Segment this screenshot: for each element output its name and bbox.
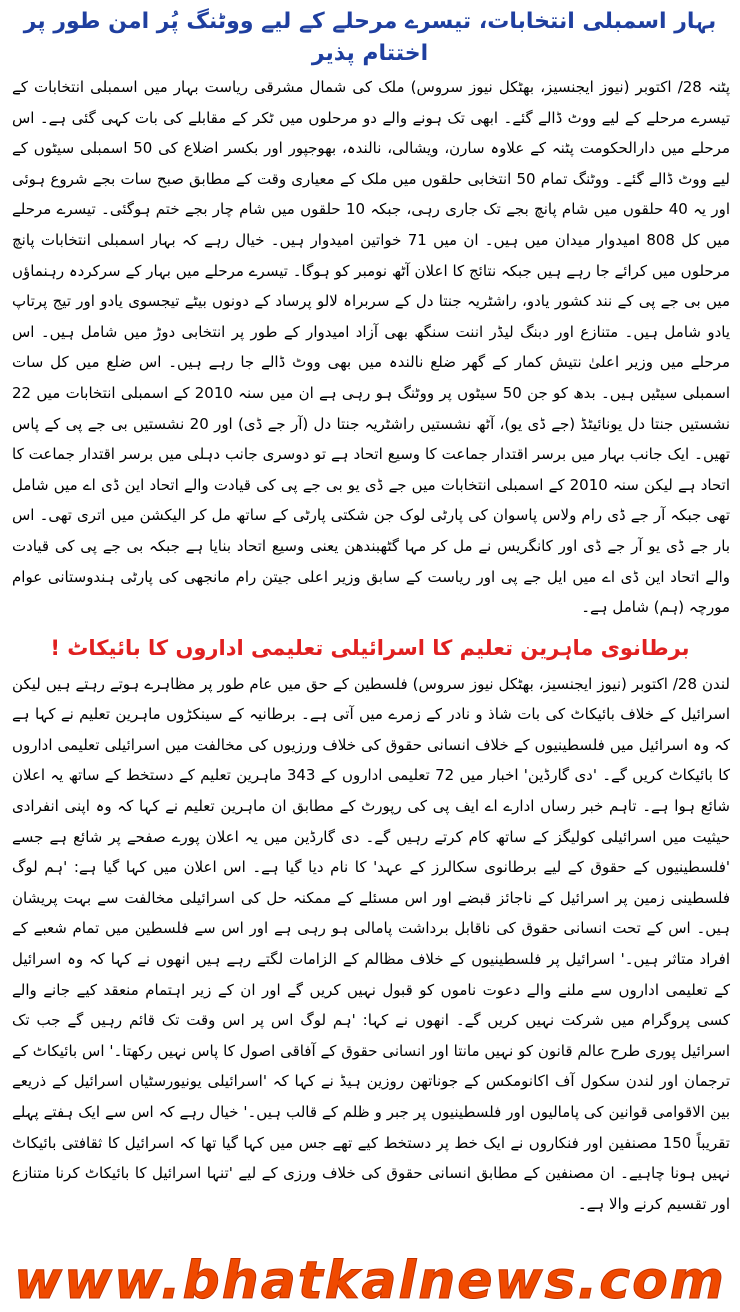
site-logo: www.bhatkalnews.com — [14, 1251, 726, 1311]
article1-body: پٹنہ 28/ اکتوبر (نیوز ایجنسیز، بھٹکل نیوز سروس) ملک کی شمال مشرقی ریاست بہار میں اسمبلی انتخابات کے تیسرے مرحلے کے لیے ووٹ ڈالے گئے۔ ابھی تک ہونے والے دو مرحلوں میں ٹکر کے مقابلے کی بات کہی گئی ہے۔ اس مرحلے میں دارالحکومت پٹنہ کے علاوہ سارن، ویشالی، نالندہ، بھوجپور اور بکسر اضلاع کی 50 اسمبلی سیٹوں کے لیے ووٹ ڈالے گئے۔ ووٹنگ تمام 50 انتخابی حلقوں میں ملک کے معیاری وقت کے مطابق صبح سات بجے شروع ہوئی اور یہ 40 حلقوں میں شام پانچ بجے تک جاری رہی، جبکہ 10 حلقوں میں شام چار بجے ختم ہوگئی۔ تیسرے مرحلے میں کل 808 امیدوار میدان میں ہیں۔ ان میں 71 خواتین امیدوار ہیں۔ خیال رہے کہ بہار اسمبلی انتخابات پانچ مرحلوں میں کرائے جا رہے ہیں جبکہ نتائج کا اعلان آٹھ نومبر کو ہوگا۔ تیسرے مرحلے میں بہار کے سرکردہ رہنماؤں میں بی جے پی کے نند کشور یادو، راشٹریہ جنتا دل کے سربراہ لالو پرساد کے دونوں بیٹے تیجسوی یادو اور تیج پرتاپ یادو شامل ہیں۔ متنازع اور دبنگ لیڈر اننت سنگھ بھی آزاد امیدوار کے طور پر انتخابی دوڑ میں شامل ہیں۔ اس مرحلے میں وزیر اعلیٰ نتیش کمار کے گھر ضلع نالندہ میں بھی ووٹ ڈالے جا رہے ہیں۔ اس ضلع میں کل سات اسمبلی سیٹیں ہیں۔ بدھ کو جن 50 سیٹوں پر ووٹنگ ہو رہی ہے ان میں سنہ 2010 کے اسمبلی انتخابات میں 22 نشستیں جنتا دل یونائیٹڈ (جے ڈی یو)، آٹھ نشستیں راشٹریہ جنتا دل (آر جے ڈی) اور 20 نشستیں بی جے پی کے پاس تھیں۔ ایک جانب بہار میں برسر اقتدار جماعت کا وسیع اتحاد ہے تو دوسری جانب دہلی میں برسر اقتدار جماعت کا اتحاد ہے لیکن سنہ 2010 کے اسمبلی انتخابات میں جے ڈی یو بی جے پی کی قیادت والے اتحاد این ڈی اے میں شامل تھی جبکہ آر جے ڈی رام ولاس پاسوان کی پارٹی لوک جن شکتی پارٹی کے ساتھ مل کر الیکشن میں اتری تھی۔ اس بار جے ڈی یو آر جے ڈی اور کانگریس نے مل کر مہا گٹھبندھن یعنی وسیع اتحاد بنایا ہے جبکہ بی جے پی کی قیادت والے اتحاد این ڈی اے میں ایل جے پی اور ریاست کے سابق وزیر اعلی جیتن رام مانجھی کی پارٹی ہندوستانی عوام مورچہ (ہم) شامل ہے۔ — [12, 78, 731, 617]
article2-body: لندن 28/ اکتوبر (نیوز ایجنسیز، بھٹکل نیوز سروس) فلسطین کے حق میں عام طور پر مظاہرے ہوتے رہتے ہیں لیکن اسرائیل کے خلاف بائیکاٹ کی بات شاذ و نادر کے زمرے میں آتی ہے۔ برطانیہ کے سینکڑوں ماہرین تعلیم نے کہا ہے کہ وہ اسرائیل میں فلسطینیوں کے خلاف انسانی حقوق کی خلاف ورزیوں کی مخالفت میں اسرائیلی تعلیمی اداروں کا بائیکاٹ کریں گے۔ 'دی گارڈین' اخبار میں 72 تعلیمی اداروں کے 343 ماہرین تعلیم کے دستخط کے ساتھ یہ اعلان شائع ہوا ہے۔ تاہم خبر رساں ادارے اے ایف پی کی رپورٹ کے مطابق ان ماہرین تعلیم نے کہا کہ وہ اپنی انفرادی حیثیت میں اسرائیلی کولیگز کے ساتھ کام کرتے رہیں گے۔ دی گارڈین میں یہ اعلان پورے صفحے پر شائع ہے جسے 'فلسطینیوں کے حقوق کے لیے برطانوی سکالرز کے عہد' کا نام دیا گیا ہے۔ اس اعلان میں کہا گیا ہے: 'ہم لوگ فلسطینی زمین پر اسرائیل کے ناجائز قبضے اور اس مسئلے کے ممکنہ حل کی اسرائیلی مخالفت سے بہت پریشان ہیں۔ اس کے تحت انسانی حقوق کی ناقابل برداشت پامالی ہو رہی ہے اور اس سے فلسطین میں تمام شعبے کے افراد متاثر ہیں۔' اسرائیل پر فلسطینیوں کے خلاف مظالم کے الزامات لگتے رہے ہیں انھوں نے کہا کہ وہ اسرائیل کے تعلیمی اداروں سے ملنے والے دعوت ناموں کو قبول نہیں کریں گے اور ان کے زیر اہتمام منعقد کیے جانے والے کسی پروگرام میں شرکت نہیں کریں گے۔ انھوں نے کہا: 'ہم لوگ اس پر اس وقت تک قائم رہیں گے جب تک اسرائیل پوری طرح عالم قانون کو نہیں مانتا اور انسانی حقوق کے آفاقی اصول کا پاس نہیں رکھتا۔' اس بائیکاٹ کے ترجمان اور لندن سکول آف اکانومکس کے جوناتھن روزین ہیڈ نے کہا کہ 'اسرائیلی یونیورسٹیاں اسرائیل کے ذریعے بین الاقوامی قوانین کی پامالیوں اور فلسطینیوں پر جبر و ظلم کے قالب ہیں۔' خیال رہے کہ اس سے ایک ہفتے پہلے تقریباً 150 مصنفین اور فنکاروں نے ایک خط پر دستخط کیے تھے جس میں کہا گیا تھا کہ اسرائیل کا ثقافتی بائیکاٹ نہیں ہونا چاہیے۔ ان مصنفین کے مطابق انسانی حقوق کی خلاف ورزی کے لیے 'تنہا اسرائیل کا بائیکاٹ کرنا متنازع اور تقسیم کرنے والا ہے۔ — [12, 674, 730, 1213]
article1-headline: بہار اسمبلی انتخابات، تیسرے مرحلے کے لیے ووٹنگ پُر امن طور پر اختتام پذیر — [23, 9, 717, 66]
article2-headline: برطانوی ماہرین تعلیم کا اسرائیلی تعلیمی اداروں کا بائیکاٹ ! — [50, 635, 690, 660]
